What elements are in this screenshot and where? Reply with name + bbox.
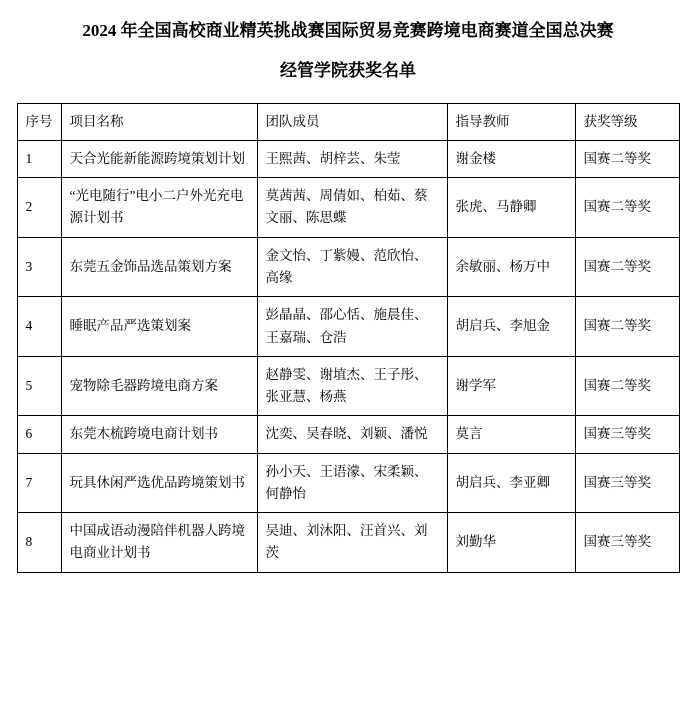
cell-award: 国赛三等奖: [575, 513, 679, 573]
table-row: [17, 453, 679, 513]
cell-index: 3: [17, 237, 61, 297]
cell-members: 孙小天、王语濛、宋柔颖、何静怡: [257, 453, 447, 513]
cell-index: 5: [17, 356, 61, 416]
column-header-award: 获奖等级: [575, 103, 679, 140]
cell-index: 1: [17, 140, 61, 177]
cell-members: 金文怡、丁紫嫚、范欣怡、高缘: [257, 237, 447, 297]
cell-members: 沈奕、吴春晓、刘颖、潘悦: [257, 416, 447, 453]
cell-index: 6: [17, 416, 61, 453]
cell-members: 王熙茜、胡梓芸、朱莹: [257, 140, 447, 177]
table-row: [17, 140, 679, 177]
award-list-table: [17, 103, 680, 573]
cell-project: 东莞五金饰品选品策划方案: [61, 237, 257, 297]
cell-award: 国赛三等奖: [575, 453, 679, 513]
cell-advisors: 谢学军: [447, 356, 575, 416]
cell-index: 7: [17, 453, 61, 513]
table-header-row: [17, 103, 679, 140]
cell-project: 睡眠产品严选策划案: [61, 297, 257, 357]
cell-award: 国赛二等奖: [575, 356, 679, 416]
table-row: [17, 237, 679, 297]
table-body: [17, 140, 679, 572]
cell-project: 东莞木梳跨境电商计划书: [61, 416, 257, 453]
column-header-index: 序号: [17, 103, 61, 140]
cell-project: 中国成语动漫陪伴机器人跨境电商业计划书: [61, 513, 257, 573]
table-row: [17, 513, 679, 573]
cell-index: 2: [17, 178, 61, 238]
cell-advisors: 胡启兵、李亚卿: [447, 453, 575, 513]
cell-project: 宠物除毛器跨境电商方案: [61, 356, 257, 416]
table-row: [17, 178, 679, 238]
column-header-members: 团队成员: [257, 103, 447, 140]
column-header-advisors: 指导教师: [447, 103, 575, 140]
column-header-project: 项目名称: [61, 103, 257, 140]
cell-members: 吴迪、刘沐阳、汪首兴、刘茨: [257, 513, 447, 573]
page-title: 2024 年全国高校商业精英挑战赛国际贸易竞赛跨境电商赛道全国总决赛: [82, 21, 614, 40]
cell-members: 莫茜茜、周倩如、柏茹、蔡文丽、陈思蝶: [257, 178, 447, 238]
cell-members: 彭晶晶、邵心恬、施晨佳、王嘉瑞、仓浩: [257, 297, 447, 357]
cell-advisors: 胡启兵、李旭金: [447, 297, 575, 357]
cell-project: 天合光能新能源跨境策划计划: [61, 140, 257, 177]
table-row: [17, 416, 679, 453]
table-row: [17, 297, 679, 357]
cell-award: 国赛二等奖: [575, 178, 679, 238]
cell-award: 国赛三等奖: [575, 416, 679, 453]
page-subtitle: 经管学院获奖名单: [280, 61, 416, 81]
cell-advisors: 刘勤华: [447, 513, 575, 573]
cell-advisors: 余敏丽、杨万中: [447, 237, 575, 297]
cell-index: 8: [17, 513, 61, 573]
cell-award: 国赛二等奖: [575, 297, 679, 357]
cell-project: “光电随行”电小二户外光充电源计划书: [61, 178, 257, 238]
cell-index: 4: [17, 297, 61, 357]
cell-members: 赵静雯、谢埴杰、王子彤、张亚慧、杨燕: [257, 356, 447, 416]
table-row: [17, 356, 679, 416]
cell-advisors: 莫言: [447, 416, 575, 453]
cell-advisors: 张虎、马静卿: [447, 178, 575, 238]
cell-advisors: 谢金楼: [447, 140, 575, 177]
cell-award: 国赛二等奖: [575, 140, 679, 177]
cell-award: 国赛二等奖: [575, 237, 679, 297]
cell-project: 玩具休闲严选优品跨境策划书: [61, 453, 257, 513]
